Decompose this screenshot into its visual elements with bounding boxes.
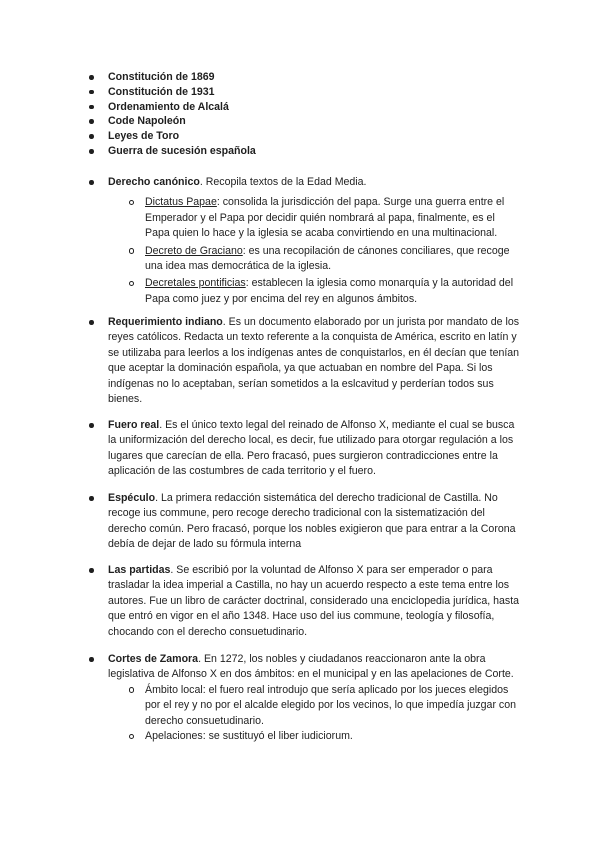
- bullet-icon: [89, 657, 94, 662]
- list-item: Leyes de Toro: [0, 129, 600, 144]
- list-item: Constitución de 1931: [0, 85, 600, 100]
- sub-list-item: Decretales pontificias: establecen la iglesia como monarquía y la autoridad del Papa como juez y por encima del rey en algunos ámbitos.: [0, 276, 600, 307]
- bullet-icon: [89, 90, 94, 95]
- list-item: Espéculo. La primera redacción sistemática del derecho tradicional de Castilla. No recoge ius commune, pero recoge derecho tradicional con la sistematización del derecho común. Pero fracasó, porque los nobles exigieron que para entrar a la Corona debía de dejar de lado su fórmula interna: [0, 491, 600, 553]
- circle-bullet-icon: [129, 200, 134, 205]
- top-list: [0, 70, 600, 159]
- sub-list-item: Ámbito local: el fuero real introdujo que sería aplicado por los jueces elegidos por el rey y no por el alcalde elegido por los vecinos, lo que impedía juzgar con derecho consuetudinario.: [0, 683, 600, 729]
- bullet-icon: [89, 180, 94, 185]
- bullet-icon: [89, 568, 94, 573]
- sub-list-item: Apelaciones: se sustituyó el liber iudiciorum.: [0, 729, 600, 744]
- list-item: Derecho canónico. Recopila textos de la Edad Media.: [0, 175, 600, 190]
- fuero-real-section: [0, 418, 600, 480]
- derecho-canonico-section: [0, 175, 600, 307]
- bullet-icon: [89, 149, 94, 154]
- circle-bullet-icon: [129, 248, 134, 253]
- list-item: Constitución de 1869: [0, 70, 600, 85]
- cortes-section: [0, 652, 600, 744]
- especulo-section: [0, 491, 600, 553]
- bullet-icon: [89, 423, 94, 428]
- list-item: Las partidas. Se escribió por la voluntad de Alfonso X para ser emperador o para trasladar la idea imperial a Castilla, no hay un acuerdo respecto a este tema entre los autores. Fue un libro de carácter doctrinal, considerado una enciclopedia jurídica, hasta que entró en vigor en el año 1348. Hace uso del ius commune, teología y filosofía, chocando con el derecho consuetudinario.: [0, 563, 600, 640]
- circle-bullet-icon: [129, 734, 134, 739]
- bullet-icon: [89, 320, 94, 325]
- list-item: Ordenamiento de Alcalá: [0, 100, 600, 115]
- bullet-icon: [89, 75, 94, 80]
- bullet-icon: [89, 134, 94, 139]
- bullet-icon: [89, 105, 94, 110]
- bullet-icon: [89, 119, 94, 124]
- requerimiento-section: [0, 315, 600, 407]
- sub-list-item: Dictatus Papae: consolida la jurisdicción del papa. Surge una guerra entre el Emperador y el Papa por decidir quién nombrará al papa, finalmente, es el Papa quien lo hace y la iglesia se acaba convirtiendo en una multinacional.: [0, 195, 600, 241]
- sub-list-item: Decreto de Graciano: es una recopilación de cánones conciliares, que recoge una idea mas democrática de la iglesia.: [0, 244, 600, 275]
- list-item: Cortes de Zamora. En 1272, los nobles y ciudadanos reaccionaron ante la obra legislativa de Alfonso X en dos ámbitos: en el municipal y en las apelaciones de Corte.: [0, 652, 600, 683]
- list-item: Guerra de sucesión española: [0, 144, 600, 159]
- partidas-section: [0, 563, 600, 640]
- circle-bullet-icon: [129, 281, 134, 286]
- list-item: Code Napoleón: [0, 114, 600, 129]
- list-item: Fuero real. Es el único texto legal del reinado de Alfonso X, mediante el cual se busca la uniformización del derecho local, es decir, fue utilizado para otorgar regulación a los lugares que carecían de ella. Pero fracasó, pues surgieron contradicciones entre la aplicación de las costumbres de cada territorio y el fuero.: [0, 418, 600, 480]
- list-item: Requerimiento indiano. Es un documento elaborado por un jurista por mandato de los reyes católicos. Redacta un texto referente a la conquista de América, escrito en latín y se utilizaba para leerlos a los indígenas antes de conquistarlos, en él decían que tenían que aceptar la dominación española, ya que actuaban en nombre del Papa. Si los indígenas no lo aceptaban, serían sometidos a la eslcavitud y perderían todos sus bienes.: [0, 315, 600, 407]
- circle-bullet-icon: [129, 687, 134, 692]
- bullet-icon: [89, 496, 94, 501]
